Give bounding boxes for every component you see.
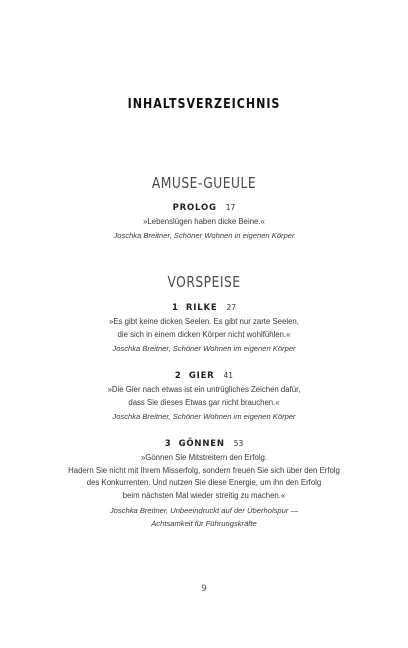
entry-title: GÖNNEN: [178, 439, 225, 449]
quote-line: »Lebenslügen haben dicke Beine.«: [143, 217, 265, 226]
entry-source: [0, 230, 408, 243]
source-line: Achtsamkeit für Führungskräfte: [151, 518, 257, 528]
quote-line: die sich in einem dicken Körper nicht wohlfühlen.«: [117, 329, 291, 339]
quote-line: beim nächsten Mal wieder streitig zu machen.«: [122, 490, 286, 500]
quote-line: »Gönnen Sie Mitstreitern den Erfolg.: [140, 453, 268, 462]
entry-quote: [0, 316, 408, 341]
source-line: Joschka Breitner, Schöner Wohnen im eigenen Körper: [112, 344, 296, 353]
entry-page-number: 27: [226, 303, 236, 312]
section-title-amuse-gueule: AMUSE-GUEULE: [151, 174, 257, 192]
quote-line: »Es gibt keine dicken Seelen. Es gibt nur zarte Seelen,: [109, 317, 299, 326]
entry-number: 2: [174, 371, 181, 381]
entry-page-number: 53: [233, 439, 244, 448]
source-line: Joschka Breitner, Unbeeindruckt auf der Überholspur —: [109, 506, 299, 515]
entry-quote: [0, 452, 408, 502]
page-number: 9: [201, 584, 207, 594]
section-title-vorspeise: VORSPEISE: [167, 273, 241, 291]
entry-title: GIER: [188, 371, 215, 381]
entry-source: [0, 411, 408, 424]
toc-title: INHALTSVERZEICHNIS: [127, 96, 281, 112]
entry-goennen[interactable]: [0, 439, 408, 449]
quote-line: des Konkurrenten. Und nutzen Sie diese Energie, um ihn den Erfolg: [86, 478, 322, 487]
entry-rilke[interactable]: [0, 303, 408, 313]
quote-line: Hadern Sie nicht mit Ihrem Misserfolg, sondern freuen Sie sich über den Erfolg: [68, 465, 340, 475]
entry-quote: [0, 384, 408, 409]
entry-gier[interactable]: [0, 371, 408, 381]
entry-source: [0, 343, 408, 356]
quote-line: dass Sie dieses Etwas gar nicht brauchen.«: [128, 397, 280, 407]
entry-source: [0, 505, 408, 530]
quote-line: »Die Gier nach etwas ist ein untrügliches Zeichen dafür,: [107, 385, 301, 394]
entry-title: RILKE: [185, 303, 218, 313]
entry-quote: [0, 216, 408, 229]
entry-page-number: 17: [225, 203, 236, 212]
entry-number: 3: [164, 439, 171, 449]
source-line: Joschka Breitner, Schöner Wohnen im eigenen Körper: [112, 412, 296, 421]
entry-title: PROLOG: [172, 203, 217, 213]
entry-number: 1: [172, 303, 178, 313]
entry-page-number: 41: [223, 371, 234, 380]
entry-prolog[interactable]: [0, 203, 408, 213]
source-line: Joschka Breitner, Schöner Wohnen in eigenen Körper: [113, 231, 295, 240]
